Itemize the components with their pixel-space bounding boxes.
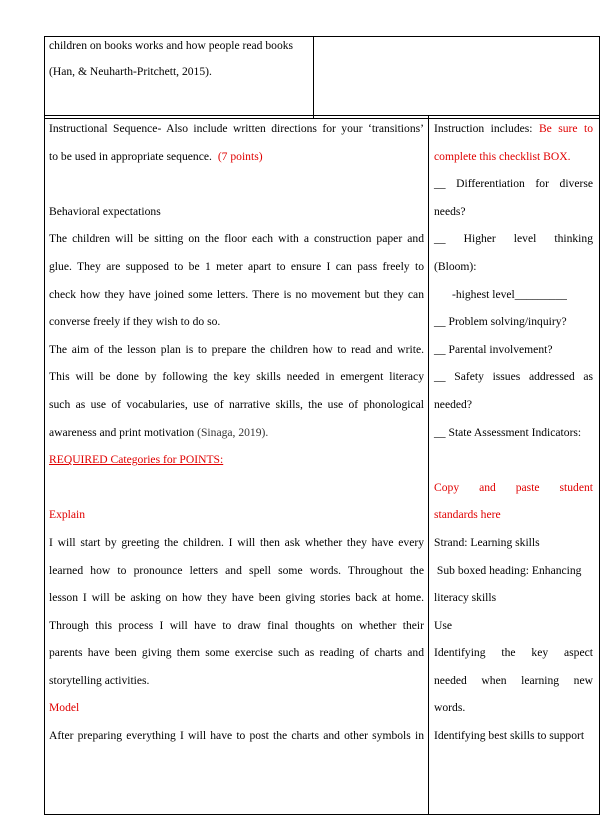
model-line-1: After preparing everything I will have to post the charts and other symbols in (49, 729, 424, 743)
checklist-line-3: __ Higher level thinking (434, 232, 593, 246)
standards-line-4: Use (434, 618, 453, 632)
blank-line-3 (434, 446, 593, 474)
copy-paste-line-1: Copy and paste student (434, 480, 593, 494)
behavioral-line-2: glue. They are supposed to be 1 meter apart to ensure I can pass freely to (49, 259, 424, 273)
be-sure-text: Be sure to (538, 122, 593, 135)
explain-heading: Explain (49, 508, 86, 522)
checklist-line-2: needs? (434, 204, 466, 218)
instruction-includes-label: Instruction includes: (434, 122, 533, 135)
instructional-heading-line-2 (49, 143, 424, 171)
checklist-cell (434, 115, 593, 750)
checklist-line-4: (Bloom): (434, 259, 477, 273)
aim-line-4 (49, 419, 424, 447)
points-label: (7 points) (217, 149, 263, 163)
copy-paste-line-2: standards here (434, 508, 501, 522)
behavioral-line-3: check how they have joined some letters. There is no movement but they can (49, 287, 424, 301)
checklist-line-7: __ Parental involvement? (434, 342, 553, 356)
standards-line-5: Identifying the key aspect (434, 646, 593, 660)
checklist-line-1: __ Differentiation for diverse (434, 177, 593, 191)
aim-line-2: This will be done by following the key skills needed in emergent literacy (49, 370, 424, 384)
checklist-line-6: __ Problem solving/inquiry? (434, 315, 567, 329)
standards-line-8: Identifying best skills to support (434, 729, 585, 743)
standards-line-3: literacy skills (434, 591, 497, 605)
explain-line-3: lesson I will be asking on how they have been giving stories back at home. (49, 591, 424, 605)
required-categories-heading: REQUIRED Categories for POINTS: (49, 453, 224, 467)
behavioral-heading: Behavioral expectations (49, 204, 161, 218)
checklist-line-9: needed? (434, 397, 472, 411)
behavioral-line-4: converse freely if they wish to do so. (49, 315, 221, 329)
blank-line-2 (49, 474, 424, 502)
top-left-cell (49, 33, 311, 85)
aim-citation: (Sinaga, 2019). (197, 425, 269, 439)
main-table-divider (428, 115, 429, 815)
explain-line-5: parents have been giving them some exercise such as reading of charts and (49, 646, 424, 660)
standards-line-1: Strand: Learning skills (434, 535, 540, 549)
checklist-line-8: __ Safety issues addressed as (434, 370, 593, 384)
model-heading: Model (49, 701, 80, 715)
behavioral-line-1: The children will be sitting on the floor each with a construction paper and (49, 232, 424, 246)
explain-line-1: I will start by greeting the children. I will then ask whether they have every (49, 535, 424, 549)
checklist-line-5: -highest level_________ (452, 287, 567, 301)
explain-line-2: learned how to pronounce letters and spell some words. Throughout the (49, 563, 424, 577)
standards-line-7: words. (434, 701, 466, 715)
instructional-heading-text: to be used in appropriate sequence. (49, 149, 212, 163)
aim-last-text: awareness and print motivation (49, 425, 195, 439)
standards-line-6: needed when learning new (434, 673, 593, 687)
instructional-sequence-cell (49, 115, 424, 750)
standards-line-2: Sub boxed heading: Enhancing (434, 563, 582, 577)
top-table-divider (313, 36, 314, 119)
top-left-line-1: children on books works and how people read books (49, 39, 294, 52)
explain-line-4: Through this process I will have to draw final thoughts on whether their (49, 618, 424, 632)
aim-line-1: The aim of the lesson plan is to prepare the children how to read and write. (49, 342, 424, 356)
instructional-heading-line-1: Instructional Sequence- Also include written directions for your ‘transitions’ (49, 122, 424, 135)
explain-line-6: storytelling activities. (49, 673, 150, 687)
complete-checklist-text: complete this checklist BOX. (434, 149, 571, 163)
aim-line-3: such as use of vocabularies, use of narrative skills, the use of phonological (49, 397, 424, 411)
top-left-line-2: (Han, & Neuharth-Pritchett, 2015). (49, 65, 212, 78)
blank-line (49, 170, 424, 198)
checklist-line-10: __ State Assessment Indicators: (434, 425, 582, 439)
instruction-includes-line (434, 115, 593, 143)
